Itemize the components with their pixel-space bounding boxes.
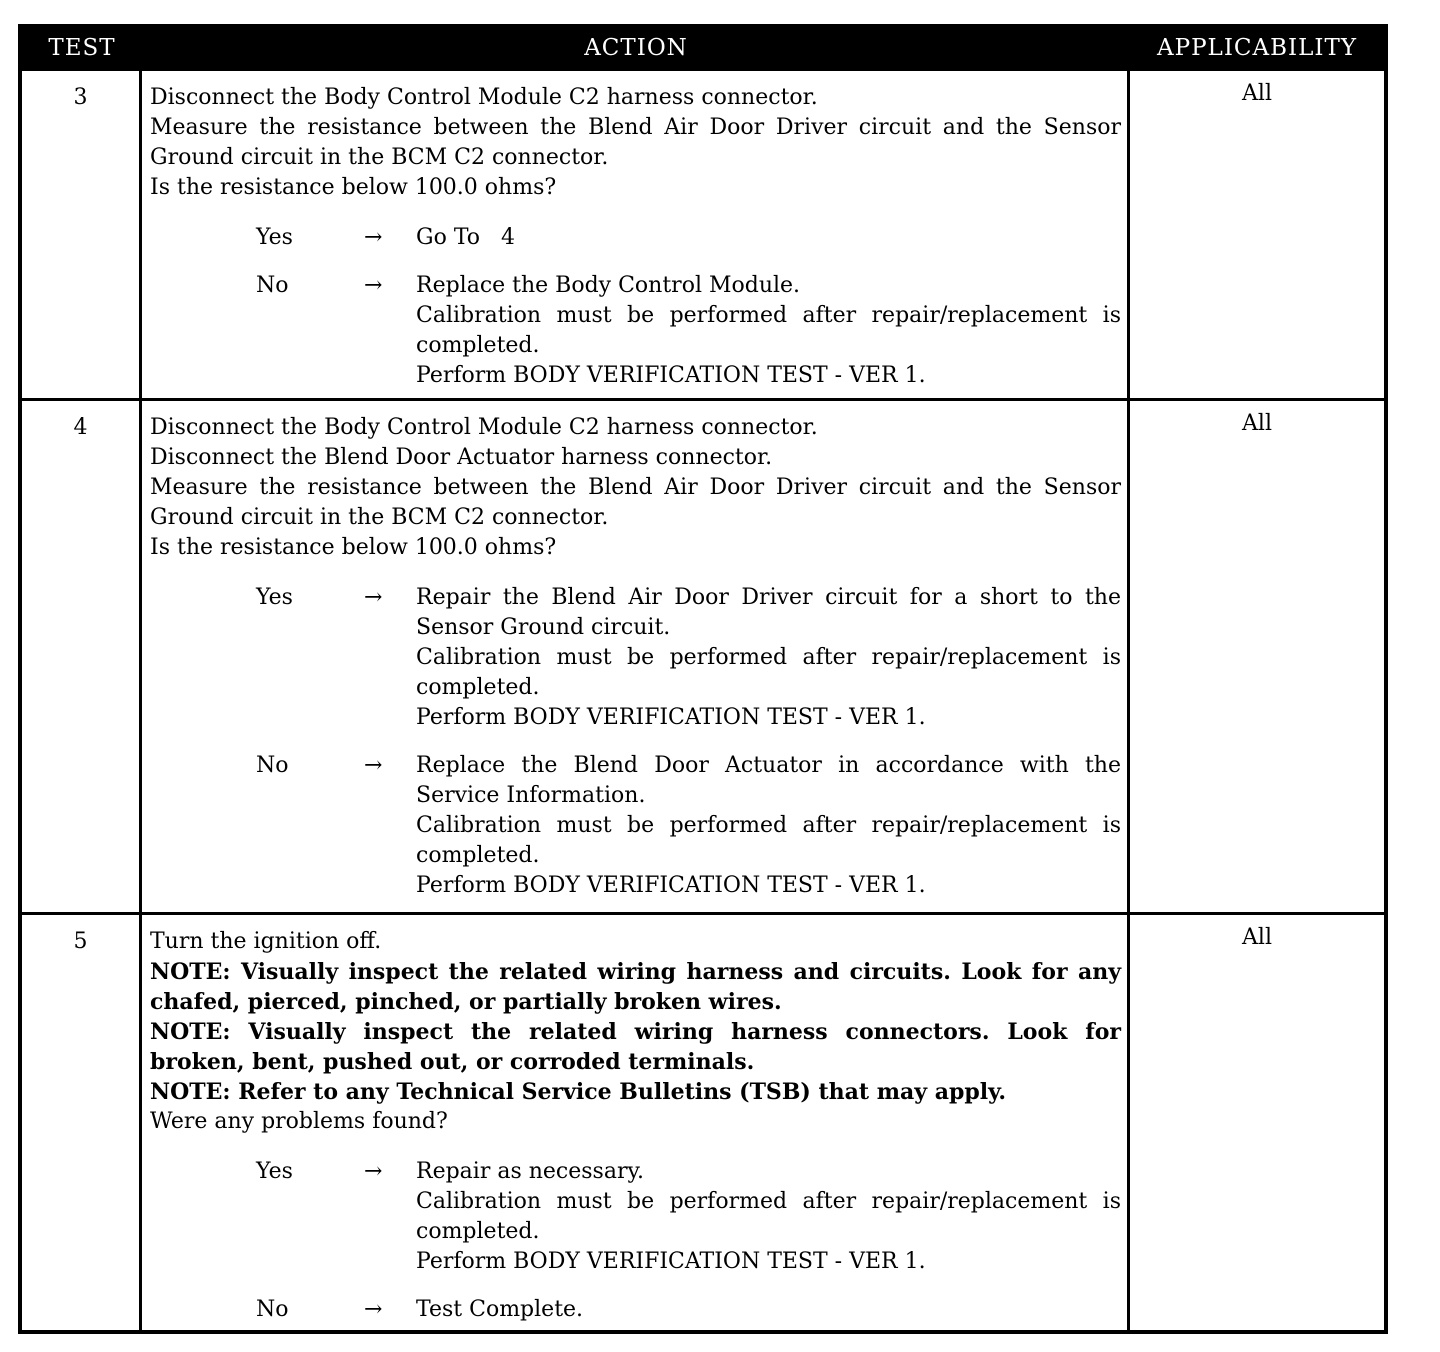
answer-line: Perform BODY VERIFICATION TEST - VER 1. bbox=[416, 873, 926, 898]
action-line: Measure the resistance between the Blend Air Door Driver circuit and the Sensor Ground circuit in the BCM C2 connector. bbox=[150, 115, 1121, 170]
action-line: Is the resistance below 100.0 ohms? bbox=[150, 175, 557, 200]
header-applicability: APPLICABILITY bbox=[1157, 35, 1357, 61]
action-line: Were any problems found? bbox=[150, 1109, 448, 1134]
answer-label: Yes bbox=[256, 585, 293, 610]
answer-no bbox=[150, 751, 1121, 901]
arrow-icon: → bbox=[364, 1159, 383, 1184]
answer-line: Test Complete. bbox=[416, 1297, 584, 1322]
answer-yes bbox=[150, 1157, 1121, 1277]
arrow-icon: → bbox=[364, 585, 383, 610]
answer-line: Perform BODY VERIFICATION TEST - VER 1. bbox=[416, 1249, 926, 1274]
action-cell bbox=[142, 915, 1130, 1331]
table-row-test-4 bbox=[22, 398, 1384, 912]
answer-line: Go To 4 bbox=[416, 225, 515, 250]
arrow-icon: → bbox=[364, 753, 383, 778]
answer-body bbox=[416, 751, 1121, 901]
answer-yes bbox=[150, 583, 1121, 733]
action-cell bbox=[142, 401, 1130, 912]
answer-yes bbox=[150, 223, 1121, 253]
test-number: 3 bbox=[22, 71, 142, 398]
table-row-test-5 bbox=[22, 912, 1384, 1331]
answer-body bbox=[416, 1157, 1121, 1277]
answer-label: No bbox=[256, 273, 289, 298]
arrow-icon: → bbox=[364, 225, 383, 250]
applicability-cell: All bbox=[1242, 81, 1272, 106]
answer-no bbox=[150, 1295, 1121, 1325]
action-line: Measure the resistance between the Blend Air Door Driver circuit and the Sensor Ground circuit in the BCM C2 connector. bbox=[150, 475, 1121, 530]
action-line: Disconnect the Blend Door Actuator harness connector. bbox=[150, 445, 773, 470]
test-number: 5 bbox=[22, 915, 142, 1331]
answer-line: Repair as necessary. bbox=[416, 1159, 644, 1184]
test-number: 4 bbox=[22, 401, 142, 912]
note-line: NOTE: Visually inspect the related wiring harness connectors. Look for broken, bent, pushed out, or corroded terminals. bbox=[150, 1019, 1121, 1075]
action-line: Disconnect the Body Control Module C2 harness connector. bbox=[150, 85, 818, 110]
answer-line: Calibration must be performed after repair/replacement is completed. bbox=[416, 303, 1121, 358]
answer-body bbox=[416, 1295, 1121, 1325]
answer-line: Replace the Body Control Module. bbox=[416, 273, 801, 298]
answer-body bbox=[416, 583, 1121, 733]
answer-line: Calibration must be performed after repair/replacement is completed. bbox=[416, 813, 1121, 868]
arrow-icon: → bbox=[364, 1297, 383, 1322]
applicability-cell: All bbox=[1242, 925, 1272, 950]
action-line: Is the resistance below 100.0 ohms? bbox=[150, 535, 557, 560]
header-action: ACTION bbox=[584, 35, 688, 61]
table-header bbox=[22, 28, 1384, 68]
action-line: Disconnect the Body Control Module C2 harness connector. bbox=[150, 415, 818, 440]
answer-no bbox=[150, 271, 1121, 391]
table-row-test-3 bbox=[22, 68, 1384, 398]
answer-body bbox=[416, 223, 1121, 253]
answer-label: Yes bbox=[256, 225, 293, 250]
answer-line: Perform BODY VERIFICATION TEST - VER 1. bbox=[416, 363, 926, 388]
answer-label: No bbox=[256, 1297, 289, 1322]
header-test: TEST bbox=[48, 35, 116, 61]
answer-body bbox=[416, 271, 1121, 391]
applicability-cell: All bbox=[1242, 411, 1272, 436]
note-line: NOTE: Refer to any Technical Service Bulletins (TSB) that may apply. bbox=[150, 1079, 1006, 1105]
diagnostic-table bbox=[18, 24, 1388, 1334]
answer-line: Replace the Blend Door Actuator in accordance with the Service Information. bbox=[416, 753, 1121, 808]
answer-line: Repair the Blend Air Door Driver circuit for a short to the Sensor Ground circuit. bbox=[416, 585, 1121, 640]
answer-line: Calibration must be performed after repair/replacement is completed. bbox=[416, 645, 1121, 700]
answer-line: Calibration must be performed after repair/replacement is completed. bbox=[416, 1189, 1121, 1244]
answer-label: No bbox=[256, 753, 289, 778]
action-cell bbox=[142, 71, 1130, 398]
note-line: NOTE: Visually inspect the related wiring harness and circuits. Look for any chafed, pierced, pinched, or partially broken wires. bbox=[150, 959, 1121, 1015]
action-line: Turn the ignition off. bbox=[150, 929, 382, 954]
answer-label: Yes bbox=[256, 1159, 293, 1184]
answer-line: Perform BODY VERIFICATION TEST - VER 1. bbox=[416, 705, 926, 730]
arrow-icon: → bbox=[364, 273, 383, 298]
